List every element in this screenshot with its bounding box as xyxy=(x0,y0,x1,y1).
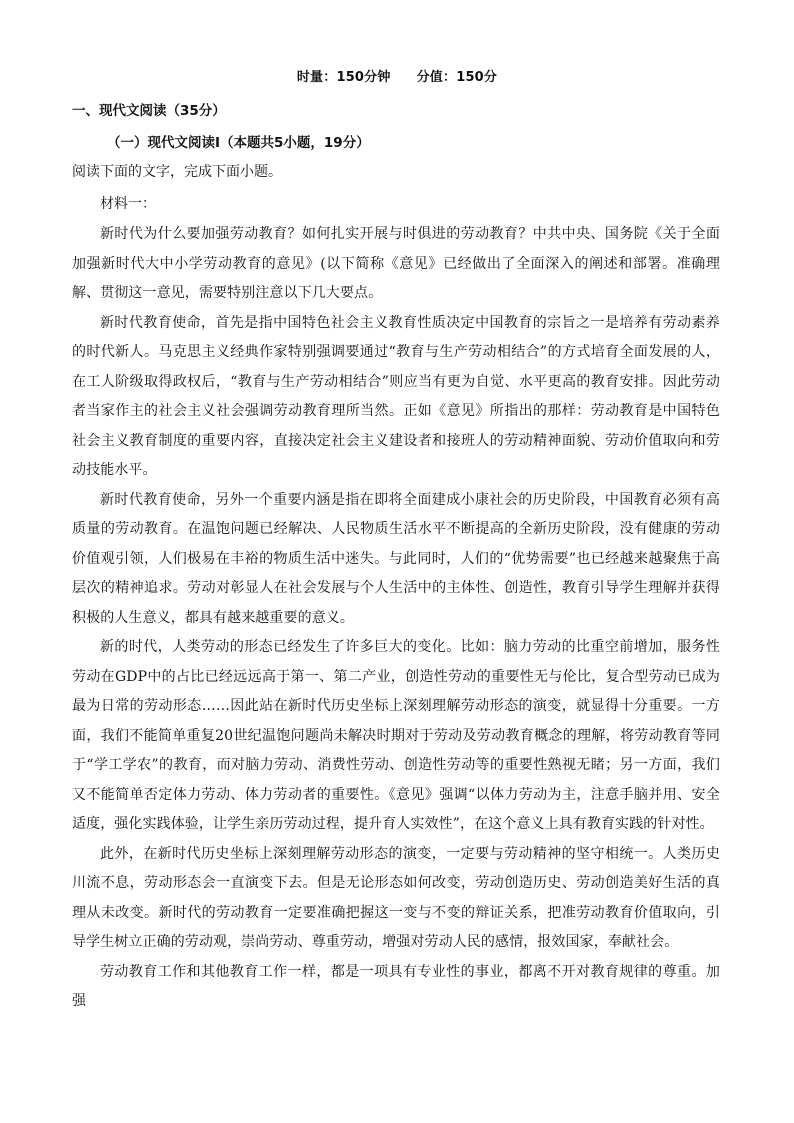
exam-score: 分值：150分 xyxy=(416,70,498,85)
exam-header xyxy=(0,66,794,85)
subsection-title: （一）现代文阅读Ⅰ（本题共5小题，19分） xyxy=(107,135,370,151)
passage-paragraph: 新时代教育使命，另外一个重要内涵是指在即将全面建成小康社会的历史阶段，中国教育必须有高质量的劳动教育。在温饱问题已经解决、人民物质生活水平不断提高的全新历史阶段，没有健康的劳动价值观引领，人们极易在丰裕的物质生活中迷失。与此同时，人们的“优势需要”也已经越来越聚焦于高层次的精神追求。劳动对彰显人在社会发展与个人生活中的主体性、创造性，教育引导学生理解并获得积极的人生意义，都具有越来越重要的意义。 xyxy=(72,491,720,626)
exam-time: 时量：150分钟 xyxy=(296,70,391,85)
passage-paragraph: 此外，在新时代历史坐标上深刻理解劳动形态的演变，一定要与劳动精神的坚守相统一。人类历史川流不息，劳动形态会一直演变下去。但是无论形态如何改变，劳动创造历史、劳动创造美好生活的真理从未改变。新时代的劳动教育一定要准确把握这一变与不变的辩证关系，把准劳动教育价值取向，引导学生树立正确的劳动观，崇尚劳动、尊重劳动，增强对劳动人民的感情，报效国家，奉献社会。 xyxy=(72,845,720,950)
section-title: 一、现代文阅读（35分） xyxy=(72,103,226,119)
reading-instruction: 阅读下面的文字，完成下面小题。 xyxy=(72,164,282,180)
passage-paragraph: 新时代为什么要加强劳动教育？如何扎实开展与时俱进的劳动教育？中共中央、国务院《关于全面加强新时代大中小学劳动教育的意见》(以下简称《意见》已经做出了全面深入的阐述和部署。准确理解、贯彻这一意见，需要特别注意以下几大要点。 xyxy=(72,226,720,301)
material-label: 材料一： xyxy=(100,196,156,212)
passage-paragraph: 新时代教育使命，首先是指中国特色社会主义教育性质决定中国教育的宗旨之一是培养有劳动素养的时代新人。马克思主义经典作家特别强调要通过“教育与生产劳动相结合”的方式培育全面发展的人，在工人阶级取得政权后，“教育与生产劳动相结合”则应当有更为自觉、水平更高的教育安排。因此劳动者当家作主的社会主义社会强调劳动教育理所当然。正如《意见》所指出的那样：劳动教育是中国特色社会主义教育制度的重要内容，直接决定社会主义建设者和接班人的劳动精神面貌、劳动价值取向和劳动技能水平。 xyxy=(72,314,720,478)
passage-paragraph: 劳动教育工作和其他教育工作一样，都是一项具有专业性的事业，都离不开对教育规律的尊重。加强 xyxy=(72,963,720,1009)
passage-paragraph: 新的时代，人类劳动的形态已经发生了许多巨大的变化。比如：脑力劳动的比重空前增加，服务性劳动在GDP中的占比已经远远高于第一、第二产业，创造性劳动的重要性无与伦比，复合型劳动已成为最为日常的劳动形态……因此站在新时代历史坐标上深刻理解劳动形态的演变，就显得十分重要。一方面，我们不能简单重复20世纪温饱问题尚未解决时期对于劳动及劳动教育概念的理解，将劳动教育等同于“学工学农”的教育，而对脑力劳动、消费性劳动、创造性劳动等的重要性熟视无睹；另一方面，我们又不能简单否定体力劳动、体力劳动者的重要性。《意见》强调“以体力劳动为主，注意手脑并用、安全适度，强化实践体验，让学生亲历劳动过程，提升育人实效性”，在这个意义上具有教育实践的针对性。 xyxy=(72,639,720,832)
passage-body xyxy=(72,220,720,1017)
